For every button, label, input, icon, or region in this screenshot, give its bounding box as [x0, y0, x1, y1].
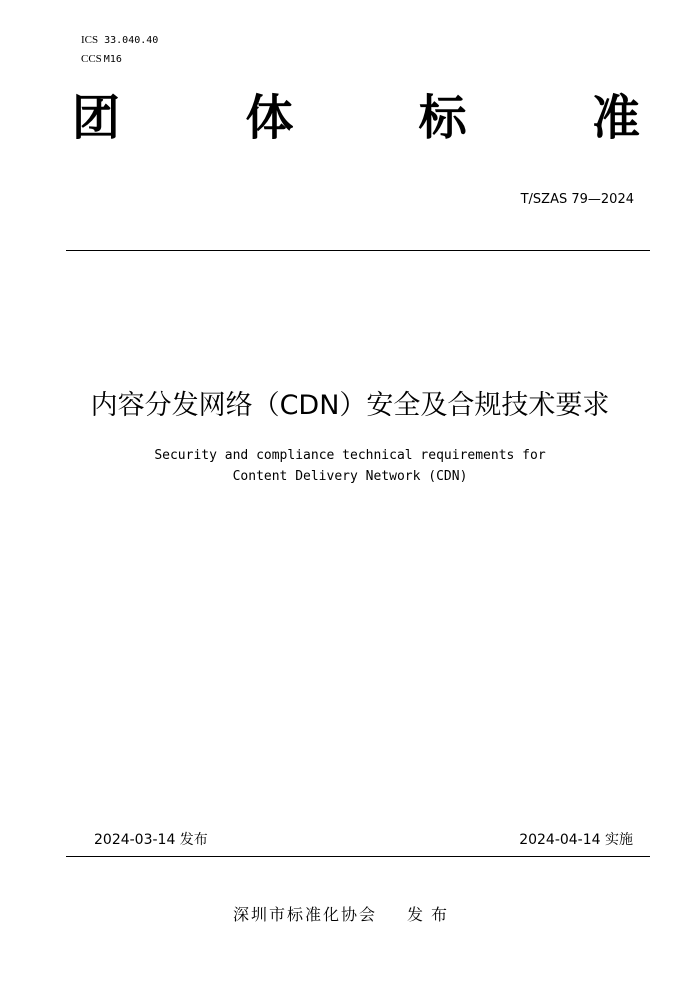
english-title-line-2: Content Delivery Network (CDN): [232, 469, 468, 484]
publisher-line: [233, 902, 455, 925]
publisher-name: 深圳市标准化协会: [233, 905, 378, 924]
standard-type-char-3: 标: [418, 90, 467, 146]
document-number: T/SZAS 79—2024: [520, 192, 634, 207]
bottom-divider: [66, 856, 650, 857]
ccs-label: CCS: [81, 53, 102, 65]
top-divider: [66, 250, 650, 251]
english-title-line-1: Security and compliance technical requirements for: [154, 448, 546, 463]
standard-type-char-1: 团: [72, 90, 121, 146]
implementation-date: 2024-04-14 实施: [519, 832, 633, 848]
ccs-line: [81, 53, 122, 66]
standard-type-char-4: 准: [591, 90, 640, 146]
english-title: [0, 445, 700, 487]
ics-label: ICS: [81, 34, 99, 46]
standard-type-char-2: 体: [245, 90, 294, 146]
publish-word: 发布: [407, 905, 456, 924]
chinese-title: 内容分发网络（CDN）安全及合规技术要求: [90, 390, 610, 421]
issue-date: 2024-03-14 发布: [94, 832, 208, 848]
standard-type-heading: [72, 88, 640, 148]
ccs-code: M16: [103, 54, 122, 65]
ics-code: 33.040.40: [104, 35, 159, 46]
ics-line: [81, 34, 158, 47]
